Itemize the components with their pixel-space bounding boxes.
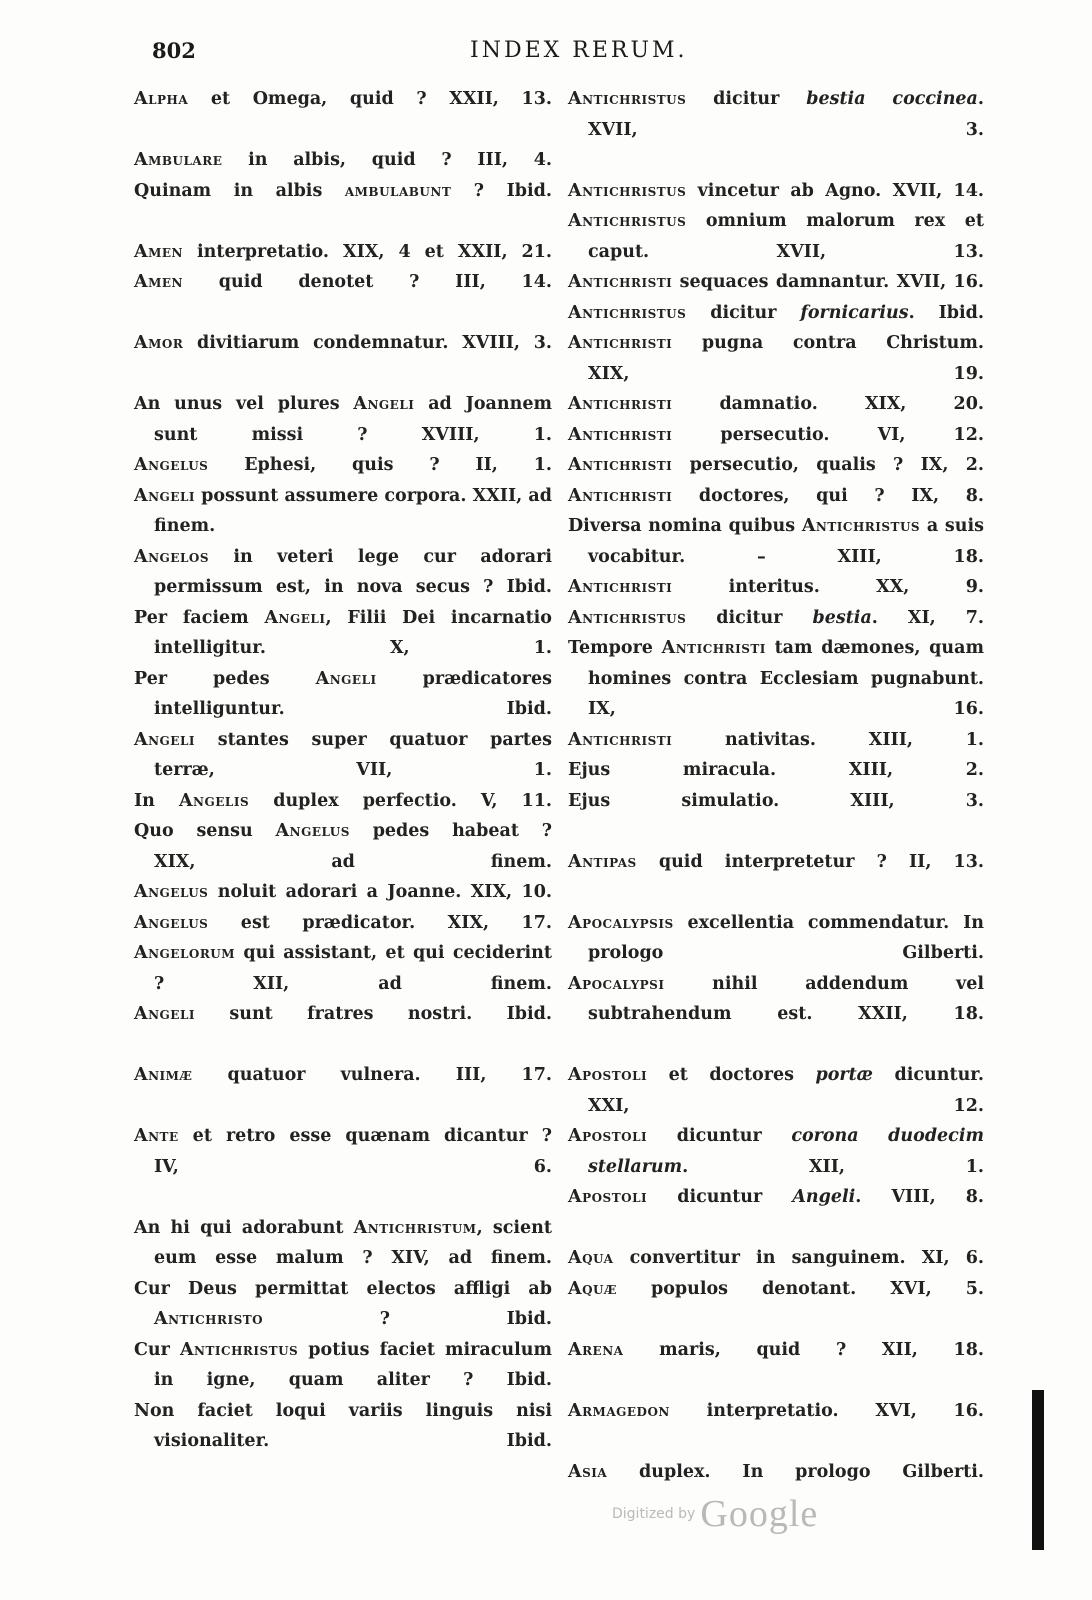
index-reference: X, 1. (389, 638, 552, 658)
index-entry (568, 1060, 984, 1121)
index-headword: Antichristus (568, 607, 687, 628)
index-entry (134, 1335, 552, 1396)
index-text: dicitur (686, 607, 813, 628)
index-entry (568, 1182, 984, 1213)
index-entry (568, 328, 984, 389)
index-reference: XII, 1. (808, 1156, 985, 1177)
index-reference: II, 13. (908, 851, 984, 872)
index-text: ad finem. (154, 485, 552, 536)
index-text: persecutio. (672, 424, 878, 445)
index-headword: Apostoli (568, 1187, 648, 1207)
index-entry (568, 1396, 984, 1427)
index-entry (134, 664, 552, 725)
index-reference: XIX, ad finem. (154, 851, 552, 872)
index-text: in veteri lege cur adorari permissum est, in nova secus ? (154, 546, 552, 597)
index-reference: XVIII, 3. (462, 333, 552, 353)
index-headword: Apocalypsis (568, 912, 674, 933)
index-reference: Ibid. (506, 1431, 552, 1451)
page-header (0, 38, 1092, 74)
index-headword: Amor (134, 333, 184, 353)
index-entry (134, 84, 552, 115)
index-entry (568, 420, 984, 451)
index-text: et retro esse quænam dicantur ? (178, 1126, 552, 1146)
index-text: Quo sensu (134, 821, 276, 841)
index-text: populos denotant. (616, 1278, 891, 1299)
index-headword: Apostoli (568, 1065, 648, 1085)
index-text: tam dæmones, quam homines contra Ecclesiam pugnabunt. (588, 638, 985, 689)
index-entry (568, 389, 984, 420)
index-headword: Animæ (134, 1065, 193, 1085)
index-headword: Antichristi (568, 333, 673, 353)
index-text: Ephesi, quis ? (208, 455, 476, 475)
index-reference: XVI, 5. (890, 1278, 984, 1299)
index-text: duplex perfectio. (249, 790, 481, 811)
index-text: sequaces damnantur. (672, 272, 897, 292)
index-text: excellentia commendatur. In prologo Gilberti. (588, 912, 984, 963)
index-text: , scient eum esse malum ? (154, 1217, 552, 1268)
index-reference: IX, 2. (920, 455, 985, 475)
index-reference: VIII, 8. (891, 1187, 985, 1207)
index-text: doctores, qui ? (672, 485, 912, 506)
index-text: interpretatio. (669, 1400, 876, 1421)
watermark-prefix: Digitized by (612, 1506, 696, 1522)
index-entry (134, 450, 552, 481)
index-text: persecutio, qualis ? (672, 455, 921, 475)
index-entry (568, 84, 984, 145)
index-text: nihil addendum vel subtrahendum est. (588, 973, 984, 1024)
index-entry (134, 328, 552, 359)
index-entry (134, 1213, 552, 1274)
index-entry (134, 816, 552, 877)
index-reference: XIII, 1. (868, 729, 984, 750)
index-headword: Antichristus (801, 516, 921, 536)
index-reference: XII, ad finem. (253, 973, 552, 994)
index-text: ad Joannem sunt missi ? (154, 394, 552, 445)
index-entry (568, 847, 984, 878)
index-headword: Amen (134, 241, 183, 262)
index-reference: XVI, 16. (875, 1400, 984, 1421)
index-text: noluit adorari a Joanne. (208, 882, 471, 902)
index-reference: VII, 1. (356, 760, 552, 780)
index-text: Non faciet loqui variis linguis nisi visionaliter. (134, 1400, 552, 1451)
index-headword: Angelus (134, 882, 209, 902)
index-reference: Ibid. (938, 302, 984, 323)
index-entry (568, 1121, 984, 1182)
index-reference: XIX, 19. (588, 363, 984, 384)
index-text: Cur Deus permittat electos affligi ab (134, 1278, 552, 1299)
index-reference: Ibid. (506, 577, 552, 597)
index-entry (568, 1274, 984, 1305)
index-entry (568, 267, 984, 298)
index-headword: Antichristo (154, 1309, 264, 1329)
index-headword: Angeli (134, 1004, 195, 1024)
index-reference: V, 11. (480, 790, 552, 811)
index-headword: Antichristus (568, 180, 687, 201)
index-reference: Ibid. (506, 180, 552, 201)
index-entry (134, 542, 552, 603)
index-text: , Filii Dei incarnatio intelligitur. (154, 607, 552, 658)
index-reference: XIX, 4 et XXII, 21. (343, 241, 552, 262)
index-reference: III, 17. (455, 1065, 552, 1085)
index-headword: Antipas (568, 851, 637, 872)
index-headword: Antichristus (568, 89, 687, 109)
index-headword: Antichristi (568, 424, 673, 445)
index-text: pedes habeat ? (349, 821, 552, 841)
index-entry (134, 908, 552, 939)
index-text: Tempore (568, 638, 662, 658)
index-headword: Angelis (178, 790, 250, 811)
index-text: a suis vocabitur. – (588, 516, 985, 567)
index-italic-term: portæ (815, 1065, 873, 1085)
index-text: An unus vel plures (134, 394, 354, 414)
index-reference: IV, 6. (154, 1156, 552, 1177)
index-headword: Antichristi (568, 272, 673, 292)
index-text: interitus. (672, 577, 877, 597)
index-headword: ambulabunt (344, 180, 452, 201)
index-text: est prædicator. (208, 912, 448, 933)
index-text: interpretatio. (182, 241, 344, 262)
index-entry (568, 1335, 984, 1366)
index-entry (568, 1457, 984, 1488)
index-reference: XXII, 18. (858, 1004, 984, 1024)
index-text: Ejus miracula. (568, 760, 849, 780)
index-italic-term: bestia coccinea (806, 89, 978, 109)
index-headword: Angelos (134, 546, 209, 567)
index-headword: Antichristi (568, 577, 673, 597)
index-entry (568, 603, 984, 634)
index-reference: II, 1. (475, 455, 553, 475)
index-reference: VI, 12. (877, 424, 984, 445)
index-text: vincetur ab Agno. (686, 180, 893, 201)
index-reference: XXII, (472, 485, 523, 506)
index-reference: Ibid. (506, 1309, 552, 1329)
index-reference: XI, 7. (907, 607, 985, 628)
index-entry (568, 786, 984, 817)
index-reference: XXII, 13. (449, 89, 552, 109)
index-text: . (977, 89, 984, 109)
index-reference: XI, 6. (921, 1248, 984, 1268)
index-reference: III, 4. (477, 150, 553, 170)
index-text: ? (451, 180, 507, 201)
index-text: dicitur (686, 302, 801, 323)
index-text: stantes super quatuor partes terræ, (154, 729, 552, 780)
index-reference: XVII, 13. (776, 241, 984, 262)
index-entry (134, 786, 552, 817)
index-text: divitiarum condemnatur. (183, 333, 463, 353)
index-reference: XVII, 16. (896, 272, 984, 292)
index-text: dicuntur. (872, 1065, 984, 1085)
index-headword: Asia (568, 1461, 608, 1482)
index-reference: XXI, 12. (588, 1095, 984, 1116)
index-reference: XIII, 3. (850, 790, 984, 811)
index-reference: XIII, 18. (837, 546, 984, 567)
index-text: sunt fratres nostri. (195, 1004, 507, 1024)
index-reference: XIII, 2. (848, 760, 984, 780)
index-reference: XIX, 10. (470, 882, 552, 902)
index-entry (134, 145, 552, 176)
index-entry (568, 511, 984, 572)
index-entry (568, 969, 984, 1030)
index-entry (568, 298, 984, 329)
index-reference: XIX, 20. (864, 394, 984, 414)
index-text: dicuntur (647, 1187, 793, 1207)
index-entry (568, 176, 984, 207)
index-entry (568, 481, 984, 512)
index-reference: XIV, ad finem. (391, 1248, 553, 1268)
index-headword: Antichristi (568, 455, 673, 475)
index-text: Per faciem (134, 607, 265, 628)
index-text: ? (263, 1309, 507, 1329)
index-entry (568, 908, 984, 969)
index-reference: XIX, 17. (447, 912, 552, 933)
index-entry (134, 176, 552, 207)
index-text: dicitur (686, 89, 807, 109)
index-text: . (855, 1187, 892, 1207)
index-italic-term: fornicarius (800, 302, 909, 323)
index-text: quid denotet ? (182, 272, 456, 292)
index-text: nativitas. (672, 729, 869, 750)
index-text: convertitur in sanguinem. (613, 1248, 922, 1268)
index-entry (568, 755, 984, 786)
index-entry (568, 725, 984, 756)
index-headword: Angelus (134, 912, 209, 933)
index-text: . (908, 302, 939, 323)
index-text: et doctores (647, 1065, 816, 1085)
index-italic-term: Angeli (792, 1187, 856, 1207)
index-entry (134, 267, 552, 298)
index-headword: Antichristi (661, 638, 766, 658)
index-text: et Omega, quid ? (188, 89, 450, 109)
index-text: prædicatores intelliguntur. (154, 668, 552, 719)
index-text: . (682, 1156, 809, 1177)
index-headword: Aqua (568, 1248, 614, 1268)
index-text: possunt assumere corpora. (195, 485, 473, 506)
index-italic-term: bestia (812, 607, 872, 628)
index-text: in albis, quid ? (222, 150, 478, 170)
index-entry (568, 1243, 984, 1274)
index-entry (568, 633, 984, 725)
index-text: Cur (134, 1339, 180, 1360)
index-headword: Arena (568, 1339, 624, 1360)
index-entry (134, 237, 552, 268)
index-text: . (871, 607, 908, 628)
index-headword: Alpha (134, 89, 189, 109)
index-reference: IX, 16. (588, 699, 984, 719)
index-entry (568, 450, 984, 481)
index-reference: XII, 18. (881, 1339, 984, 1360)
index-reference: Ibid. (506, 1004, 552, 1024)
index-headword: Apocalypsi (568, 973, 665, 994)
index-headword: Amen (134, 272, 183, 292)
index-text: qui assistant, et qui ceciderint ? (154, 943, 552, 994)
index-headword: Angeli (315, 668, 377, 689)
index-headword: Angeli (134, 485, 195, 506)
index-reference: III, 14. (455, 272, 552, 292)
index-entry (134, 999, 552, 1030)
index-column-right (568, 84, 984, 1487)
index-headword: Angeli (353, 394, 415, 414)
index-entry (134, 389, 552, 450)
index-text: Per pedes (134, 668, 316, 689)
watermark-brand: Google (700, 1493, 819, 1535)
index-headword: Angelorum (134, 943, 236, 963)
index-text: duplex. In prologo Gilberti. (607, 1461, 984, 1482)
index-entry (134, 1121, 552, 1182)
index-entry (134, 725, 552, 786)
index-headword: Angelus (134, 455, 209, 475)
index-entry (568, 572, 984, 603)
index-reference: Ibid. (506, 1370, 552, 1390)
index-reference: XVII, 14. (892, 180, 984, 201)
index-entry (134, 938, 552, 999)
index-headword: Antichristi (568, 394, 673, 414)
index-entry (134, 1396, 552, 1457)
index-headword: Angeli (264, 607, 326, 628)
index-reference: IX, 8. (911, 485, 984, 506)
scan-edge-shadow (1032, 1390, 1044, 1550)
index-reference: XVII, 3. (588, 119, 984, 140)
index-headword: Antichristi (568, 729, 673, 750)
index-headword: Angeli (134, 729, 195, 750)
index-entry (134, 603, 552, 664)
index-italic-term: corona duodecim stellarum (588, 1126, 985, 1177)
index-entry (568, 206, 984, 267)
index-text: Quinam in albis (134, 180, 345, 201)
page-number: 802 (152, 38, 196, 63)
running-head: INDEX RERUM. (470, 38, 688, 63)
index-headword: Armagedon (568, 1400, 670, 1421)
index-reference: XVIII, 1. (421, 424, 552, 445)
index-text: Diversa nomina quibus (568, 516, 802, 536)
index-headword: Ante (134, 1126, 179, 1146)
index-headword: Angelus (275, 821, 350, 841)
index-text: maris, quid ? (623, 1339, 882, 1360)
index-reference: Ibid. (506, 699, 552, 719)
index-reference: XX, 9. (876, 577, 984, 597)
index-column-left (134, 84, 552, 1457)
index-entry (134, 481, 552, 542)
index-headword: Antichristum (353, 1217, 477, 1238)
index-entry (134, 1060, 552, 1091)
index-headword: Antichristus (568, 302, 687, 323)
index-text: In (134, 790, 179, 811)
index-headword: Antichristi (568, 485, 673, 506)
index-headword: Ambulare (134, 150, 223, 170)
index-text: quatuor vulnera. (192, 1065, 456, 1085)
index-text: quid interpretetur ? (636, 851, 909, 872)
index-entry (134, 1274, 552, 1335)
index-text: damnatio. (672, 394, 865, 414)
index-text: Ejus simulatio. (568, 790, 851, 811)
index-text: pugna contra Christum. (672, 333, 984, 353)
index-headword: Antichristus (179, 1339, 299, 1360)
index-text: An hi qui adorabunt (134, 1217, 354, 1238)
index-text: omnium malorum rex et caput. (588, 211, 984, 262)
index-headword: Aquæ (568, 1278, 617, 1299)
index-headword: Antichristus (568, 211, 687, 231)
index-entry (134, 877, 552, 908)
index-headword: Apostoli (568, 1126, 648, 1146)
index-text: potius faciet miraculum in igne, quam aliter ? (154, 1339, 553, 1390)
index-text: dicuntur (647, 1126, 792, 1146)
google-watermark (612, 1492, 818, 1536)
